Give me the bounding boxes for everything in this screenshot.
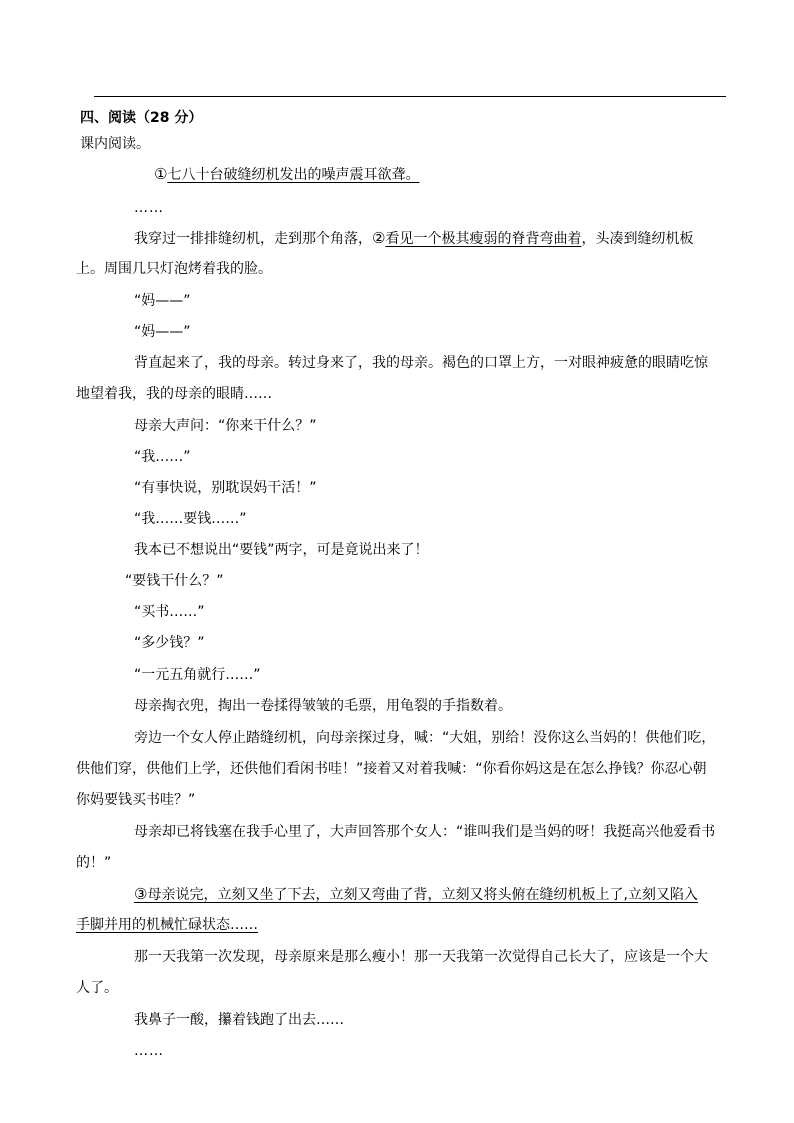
dialogue-line: 母亲大声问：“你来干什么？”	[134, 418, 317, 434]
paragraph-8-line-1: 那一天我第一次发现，母亲原来是那么瘦小！那一天我第一次觉得自己长大了，应该是一个大	[134, 949, 708, 965]
section-title: 四、阅读（28 分）	[80, 110, 203, 126]
ellipsis-1: ……	[134, 200, 164, 216]
dialogue-line: “买书……”	[134, 604, 205, 620]
dialogue-line: “我……”	[134, 449, 191, 465]
paragraph-2-text-after: ，头凑到缝纫机板	[581, 231, 694, 247]
paragraph-5-line-1: 旁边一个女人停止踏缝纫机，向母亲探过身，喊：“大姐，别给！没你这么当妈的！供他们吃，	[134, 730, 716, 746]
marker-3: ③	[134, 885, 148, 903]
paragraph-3-line-2: 地望着我，我的母亲的眼睛……	[76, 386, 272, 402]
underlined-sentence-3: 母亲说完，立刻又坐了下去，立刻又弯曲了背，立刻又将头俯在缝纫机板上了,立刻又陷入	[147, 887, 698, 903]
paragraph-4: 母亲掏衣兜，掏出一卷揉得皱皱的毛票，用龟裂的手指数着。	[134, 698, 512, 714]
dialogue-line: “要钱干什么？”	[125, 573, 224, 589]
marker-2: ②	[372, 229, 386, 247]
paragraph-6-line-2: 的！”	[76, 855, 112, 871]
dialogue-line: “一元五角就行……”	[134, 667, 261, 683]
ellipsis-2: ……	[134, 1043, 164, 1059]
dialogue-line: “我……要钱……”	[134, 511, 247, 527]
paragraph-8-line-2: 人了。	[76, 980, 118, 996]
dialogue-line: “妈——”	[134, 324, 191, 340]
header-rule	[94, 96, 726, 97]
underlined-sentence-2: 看见一个极其瘦弱的脊背弯曲着	[385, 231, 582, 247]
paragraph-5-line-3: 你妈要钱买书哇？”	[76, 792, 196, 808]
dialogue-line: “有事快说，别耽误妈干活！”	[134, 480, 317, 496]
section-subtitle: 课内阅读。	[80, 136, 150, 152]
paragraph-2-line-1	[134, 229, 693, 248]
paragraph-5-line-2: 供他们穿，供他们上学，还供他们看闲书哇！”接着又对着我喊：“你看你妈这是在怎么挣钱？你忍心朝	[76, 761, 707, 777]
paragraph-7-line-2: 手脚并用的机械忙碌状态……	[76, 917, 258, 933]
dialogue-line: 我本已不想说出“要钱”两字，可是竟说出来了！	[134, 542, 429, 558]
paragraph-7-line-1	[134, 885, 698, 904]
dialogue-line: “多少钱？”	[134, 635, 205, 651]
paragraph-6-line-1: 母亲却已将钱塞在我手心里了，大声回答那个女人：“谁叫我们是当妈的呀！我挺高兴他爱看书	[134, 824, 716, 840]
underlined-sentence-1: 七八十台破缝纫机发出的噪声震耳欲聋。	[167, 167, 420, 183]
paragraph-3-line-1: 背直起来了，我的母亲。转过身来了，我的母亲。褐色的口罩上方，一对眼神疲惫的眼睛吃惊	[134, 355, 708, 371]
paragraph-2-line-2: 上。周围几只灯泡烤着我的脸。	[76, 261, 272, 277]
dialogue-line: “妈——”	[134, 293, 191, 309]
paragraph-9: 我鼻子一酸，攥着钱跑了出去……	[134, 1012, 344, 1028]
paragraph-1	[154, 165, 419, 184]
marker-1: ①	[154, 165, 168, 183]
paragraph-2-text-before: 我穿过一排排缝纫机，走到那个角落，	[134, 231, 372, 247]
